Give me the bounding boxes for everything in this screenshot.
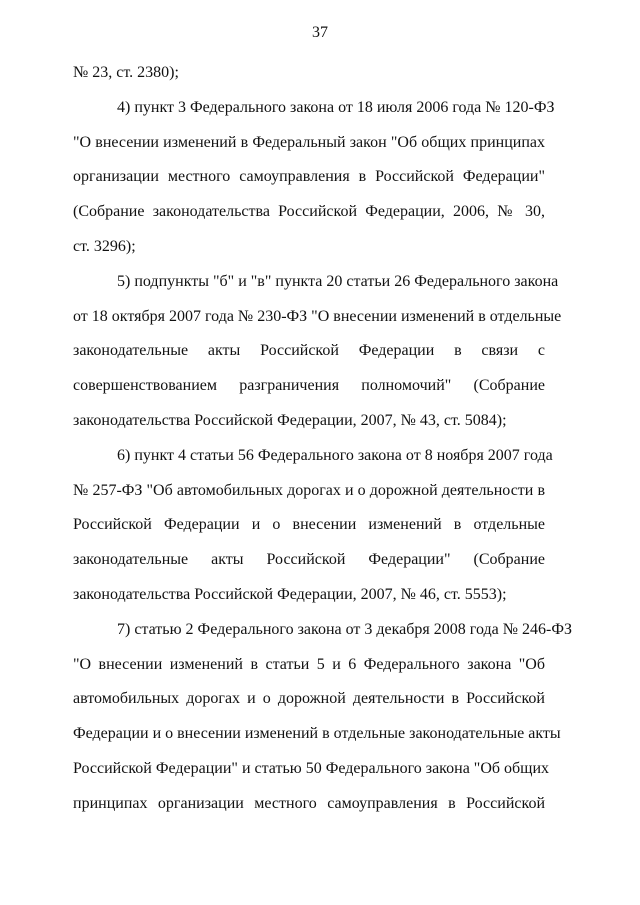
text-line: законодательные акты Российской Федерации в связи с (73, 342, 545, 360)
text-line: организации местного самоуправления в Российской Федерации" (73, 168, 545, 186)
text-line: "О внесении изменений в Федеральный закон "Об общих принципах (73, 133, 545, 151)
text-line: № 257-ФЗ "Об автомобильных дорогах и о дорожной деятельности в (73, 481, 545, 499)
document-body (73, 63, 572, 829)
text-line: законодательства Российской Федерации, 2007, № 43, ст. 5084); (73, 411, 507, 429)
text-line: законодательства Российской Федерации, 2007, № 46, ст. 5553); (73, 585, 507, 603)
text-line: 4) пункт 3 Федерального закона от 18 июля 2006 года № 120-ФЗ (117, 98, 555, 116)
text-line: принципах организации местного самоуправления в Российской (73, 794, 545, 812)
text-line: 5) подпункты "б" и "в" пункта 20 статьи 26 Федерального закона (117, 272, 559, 290)
text-line: 7) статью 2 Федерального закона от 3 декабря 2008 года № 246-ФЗ (117, 620, 572, 638)
page-number: 37 (312, 24, 328, 41)
text-line: от 18 октября 2007 года № 230-ФЗ "О внесении изменений в отдельные (73, 307, 562, 325)
text-line: автомобильных дорогах и о дорожной деятельности в Российской (73, 690, 545, 708)
text-line: "О внесении изменений в статьи 5 и 6 Федерального закона "Об (73, 655, 545, 673)
text-line: ст. 3296); (73, 237, 136, 255)
text-line: № 23, ст. 2380); (73, 64, 179, 81)
text-line: законодательные акты Российской Федерации" (Собрание (73, 551, 545, 569)
text-line: 6) пункт 4 статьи 56 Федерального закона от 8 ноября 2007 года (117, 446, 553, 464)
text-line: совершенствованием разграничения полномочий" (Собрание (73, 377, 545, 395)
text-line: Федерации и о внесении изменений в отдельные законодательные акты (73, 725, 561, 743)
text-line: Российской Федерации" и статью 50 Федерального закона "Об общих (73, 759, 550, 777)
text-line: (Собрание законодательства Российской Федерации, 2006, № 30, (73, 203, 545, 221)
text-line: Российской Федерации и о внесении изменений в отдельные (73, 516, 545, 534)
